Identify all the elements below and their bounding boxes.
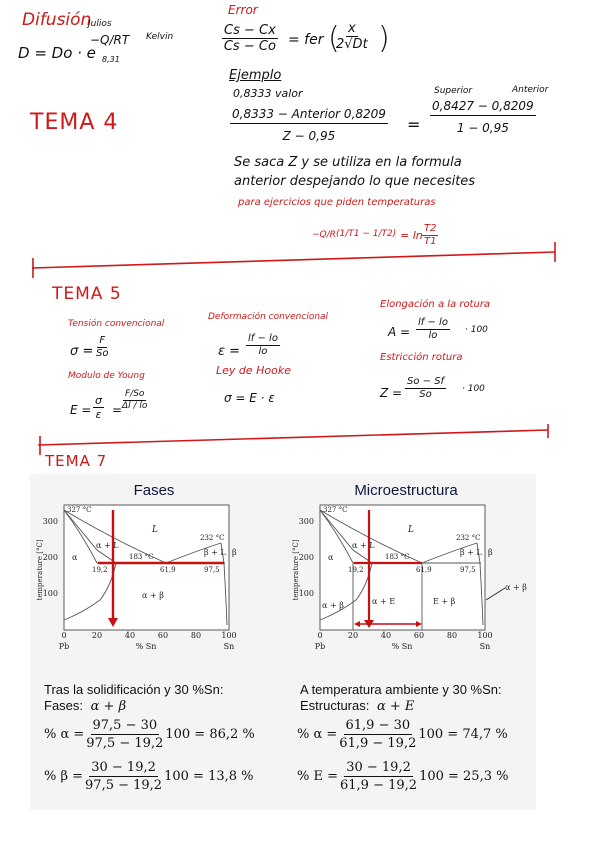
left-eq2-den: 97,5 − 19,2: [85, 778, 163, 793]
striction-lhs: Z =: [380, 386, 403, 400]
elongation-lhs: A =: [388, 325, 411, 339]
right-text-line2-math: α + E: [376, 699, 415, 714]
left-panel-title: Fases: [133, 482, 175, 499]
left-ytick-100: 100: [42, 589, 58, 598]
right-region-ab-out: α + β: [505, 583, 527, 592]
left-eq1-num: 97,5 − 30: [92, 718, 158, 733]
ejemplo-note-3: para ejercicios que piden temperaturas: [238, 197, 436, 208]
ejemplo-formula-num: T2: [424, 223, 437, 234]
left-region-b: β: [232, 548, 237, 557]
right-xtick-40: 40: [380, 631, 392, 640]
error-func: = fer: [288, 32, 324, 48]
left-xtick-80: 80: [190, 631, 202, 640]
right-text-line1: A temperatura ambiente y 30 %Sn:: [300, 682, 502, 697]
right-region-bL: β + L: [460, 548, 482, 557]
left-text-line2-label: Fases:: [44, 698, 84, 713]
left-ytick-200: 200: [42, 553, 58, 562]
error-paren-open: (: [328, 21, 340, 56]
tension-fraction: [96, 336, 108, 359]
right-region-aL: α + L: [352, 541, 375, 550]
right-eq2-den: 61,9 − 19,2: [340, 778, 418, 793]
deformation-lhs: ε =: [218, 344, 241, 359]
young-equals: =: [112, 403, 123, 417]
left-eq2-num: 30 − 19,2: [91, 760, 156, 775]
left-xtick-100: 100: [221, 631, 237, 640]
error-arg-den: 2√Dt: [336, 37, 368, 52]
left-ytick-300: 300: [42, 517, 58, 526]
hooke-title: Ley de Hooke: [216, 364, 292, 377]
ejemplo-formula-prefix: −Q/R: [312, 230, 336, 240]
tema5-label: TEMA 5: [52, 284, 122, 304]
tema4-label: TEMA 4: [30, 110, 119, 135]
left-t-eut: 183 °C: [129, 553, 154, 561]
diffusion-formula: D = Do · e: [18, 44, 96, 62]
right-t-sn: 232 °C: [456, 534, 481, 542]
right-eq1-den: 61,9 − 19,2: [339, 736, 417, 751]
young-fraction: [93, 395, 104, 420]
right-xtick-100: 100: [477, 631, 493, 640]
left-xtick-0: 0: [61, 631, 67, 640]
young-title: Modulo de Young: [68, 371, 145, 381]
left-t-pb: 327 °C: [67, 506, 92, 514]
right-xlabel: % Sn: [391, 642, 413, 651]
striction-den: So: [419, 389, 432, 400]
diffusion-exponent: −Q/RT: [90, 33, 130, 47]
right-region-L: L: [408, 525, 414, 535]
right-ytick-200: 200: [298, 553, 314, 562]
left-text-line2-math: α + β: [90, 699, 127, 714]
error-title: Error: [228, 3, 258, 17]
left-region-bL: β + L: [204, 548, 226, 557]
ejemplo-equals: =: [407, 115, 421, 134]
tension-num: F: [99, 335, 106, 346]
deformation-fraction: [246, 334, 280, 357]
left-eq1-rhs: 100 = 86,2 %: [165, 727, 255, 742]
left-ylabel: temperature [°C]: [36, 539, 44, 601]
young-fraction-2: [122, 390, 147, 411]
left-region-a: α: [72, 553, 78, 562]
tension-den: So: [96, 348, 109, 359]
right-text-line2: [300, 698, 414, 714]
striction-num: So − Sf: [407, 376, 445, 387]
left-text-line2: [44, 698, 126, 714]
ejemplo-formula-den: T1: [424, 236, 437, 247]
right-eq2-rhs: 100 = 25,3 %: [419, 769, 509, 784]
ejemplo-lhs-num: 0,8333 − Anterior 0,8209: [230, 108, 388, 124]
right-eq1-rhs: 100 = 74,7 %: [418, 727, 508, 742]
left-region-aL: α + L: [96, 541, 119, 550]
right-text-line2-label: Estructuras:: [300, 698, 370, 713]
right-xlabel-pb: Pb: [314, 642, 326, 651]
right-pointer-line: [486, 588, 505, 600]
right-xtick-20: 20: [347, 631, 359, 640]
tension-lhs: σ =: [70, 344, 94, 359]
ejemplo-note-1: Se saca Z y se utiliza en la formula: [234, 155, 462, 170]
deformation-num: lf − lo: [248, 333, 278, 344]
ejemplo-note-2: anterior despejando lo que necesites: [234, 174, 476, 189]
right-xtick-60: 60: [413, 631, 425, 640]
right-region-a: α: [328, 553, 334, 562]
elongation-fraction: [416, 318, 450, 341]
right-region-Eb: E + β: [433, 597, 456, 606]
left-xlabel-pb: Pb: [58, 642, 70, 651]
right-eq2-lhs: % E =: [297, 769, 338, 784]
divider-tema4-5: [32, 252, 555, 268]
young-den: ε: [95, 408, 102, 421]
ejemplo-label-superior: Superior: [434, 86, 473, 96]
left-eq-alpha: [44, 718, 255, 751]
tema7-label: TEMA 7: [45, 452, 108, 470]
tension-title: Tensión convencional: [68, 319, 165, 329]
diffusion-title: Difusión: [22, 10, 92, 30]
striction-title: Estricción rotura: [380, 352, 463, 363]
deformation-title: Deformación convencional: [208, 312, 329, 322]
left-xtick-20: 20: [91, 631, 103, 640]
left-c2: 61,9: [160, 566, 176, 574]
left-c3: 97,5: [204, 566, 220, 574]
left-xlabel-sn: Sn: [223, 642, 235, 651]
right-ytick-300: 300: [298, 517, 314, 526]
right-eq1-num: 61,9 − 30: [345, 718, 411, 733]
right-region-ab-left: α + β: [322, 601, 344, 610]
left-xtick-40: 40: [124, 631, 136, 640]
left-eq2-rhs: 100 = 13,8 %: [164, 769, 254, 784]
hooke-formula: σ = E · ε: [224, 391, 275, 405]
right-c1: 19,2: [348, 566, 364, 574]
diffusion-note-julios: Julios: [88, 19, 112, 29]
right-xtick-0: 0: [317, 631, 323, 640]
error-frac-num: Cs − Cx: [224, 23, 276, 38]
right-ytick-100: 100: [298, 589, 314, 598]
diffusion-note-kelvin: Kelvin: [146, 32, 174, 42]
right-eq-e: [297, 760, 508, 793]
ejemplo-label-anterior: Anterior: [512, 85, 549, 95]
left-region-ab: α + β: [142, 591, 164, 600]
left-region-L: L: [152, 525, 158, 535]
right-xtick-80: 80: [446, 631, 458, 640]
elongation-num: lf − lo: [418, 317, 448, 328]
left-eq1-den: 97,5 − 19,2: [86, 736, 164, 751]
right-c2: 61,9: [416, 566, 432, 574]
right-t-eut: 183 °C: [385, 553, 410, 561]
right-eq2-num: 30 − 19,2: [346, 760, 411, 775]
error-paren-close: ): [378, 21, 390, 56]
left-c1: 19,2: [92, 566, 108, 574]
right-t-pb: 327 °C: [323, 506, 348, 514]
diffusion-note-r: 8,31: [102, 55, 120, 64]
ejemplo-formula-mid: = ln: [400, 229, 423, 242]
right-region-b: β: [488, 548, 493, 557]
young-lhs: E =: [70, 403, 92, 417]
left-eq-beta: [44, 760, 254, 793]
left-xlabel: % Sn: [135, 642, 157, 651]
error-arg-num: x: [347, 21, 356, 36]
striction-fraction: [405, 377, 446, 400]
ejemplo-lhs-den: Z − 0,95: [282, 129, 336, 143]
ejemplo-value-line: 0,8333 valor: [233, 87, 303, 100]
right-eq1-lhs: % α =: [297, 727, 338, 742]
young-num: σ: [95, 394, 102, 407]
right-c3: 97,5: [460, 566, 476, 574]
left-xtick-60: 60: [157, 631, 169, 640]
left-text-line1: Tras la solidificación y 30 %Sn:: [44, 682, 224, 697]
elongation-den: lo: [428, 330, 438, 341]
ejemplo-rhs-den: 1 − 0,95: [456, 121, 509, 135]
ejemplo-title: Ejemplo: [229, 68, 282, 83]
ejemplo-formula-paren: (1/T1 − 1/T2): [336, 229, 397, 239]
right-phase-diagram: [290, 500, 535, 660]
error-frac-den: Cs − Co: [223, 39, 276, 54]
deformation-den: lo: [258, 346, 268, 357]
divider-tema5-7: [38, 430, 548, 445]
right-region-aE: α + E: [372, 597, 396, 606]
left-t-sn: 232 °C: [200, 534, 225, 542]
elongation-tail: · 100: [465, 325, 488, 335]
elongation-title: Elongación a la rotura: [380, 299, 491, 310]
right-xlabel-sn: Sn: [479, 642, 491, 651]
young-den-2: Δl / lo: [122, 401, 148, 411]
left-eq2-lhs: % β =: [44, 769, 84, 784]
right-panel-title: Microestructura: [354, 482, 458, 499]
left-phase-diagram: [34, 500, 274, 660]
left-eq1-lhs: % α =: [44, 727, 85, 742]
young-num-2: F/So: [124, 389, 145, 399]
right-ylabel: temperature [°C]: [292, 539, 300, 601]
right-eq-alpha: [297, 718, 508, 751]
ejemplo-rhs-num: 0,8427 − 0,8209: [430, 100, 536, 116]
striction-tail: · 100: [462, 384, 485, 394]
